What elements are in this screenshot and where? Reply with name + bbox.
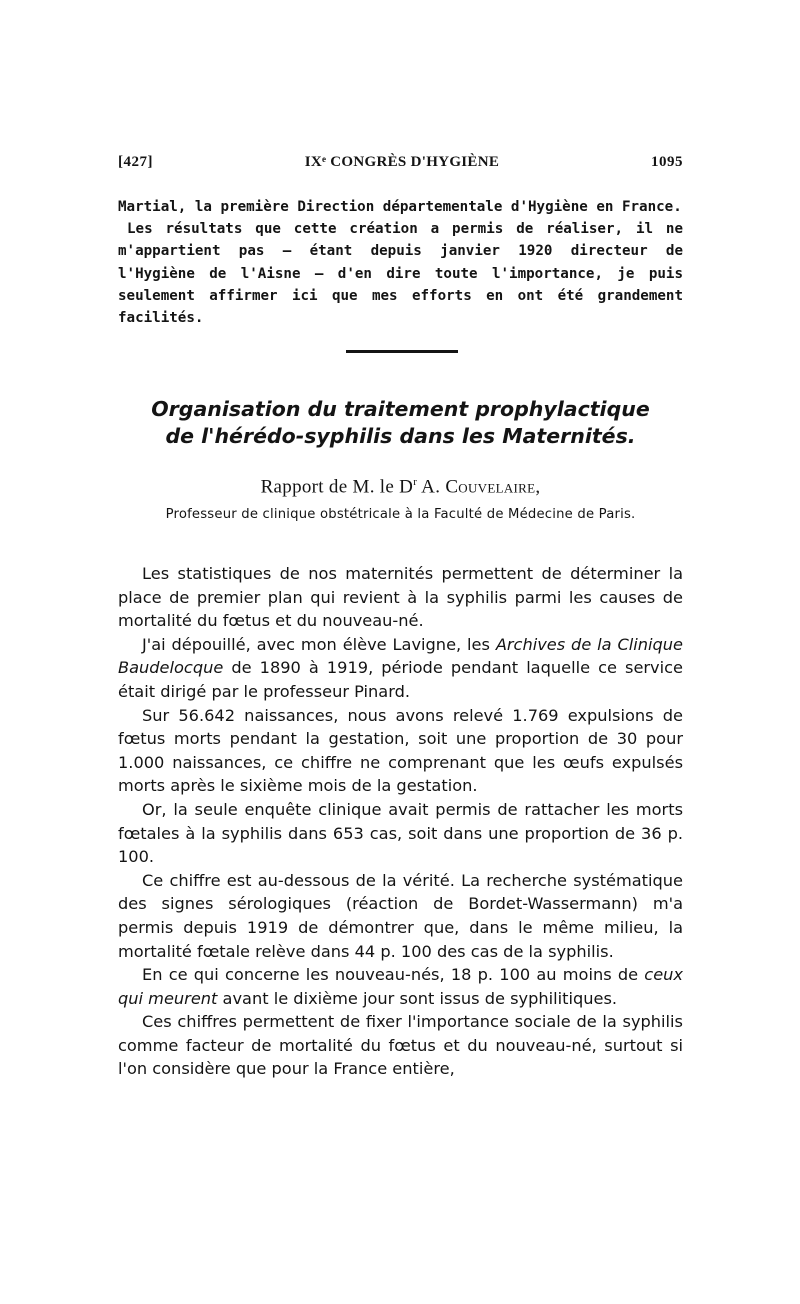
intro-paragraph: Les résultats que cette création a permis de réaliser, il ne m'appartient pas — étant depuis janvier 1920 directeur de l'Hygiène de l'Aisne — d'en dire toute l'importance, je puis seulement affirmer ici que mes efforts en ont été grandement facilités. — [118, 221, 683, 327]
paragraph-6 — [118, 963, 683, 1010]
paragraph-3: Sur 56.642 naissances, nous avons relevé 1.769 expulsions de fœtus morts pendant la gestation, soit une proportion de 30 pour 1.000 naissances, ce chiffre ne comprenant que les œufs expulsés morts après le sixième mois de la gestation. — [118, 705, 683, 796]
report-byline — [118, 476, 683, 498]
section-title-line-2: de l'hérédo-syphilis dans les Maternités. — [165, 424, 636, 448]
paragraph-5: Ce chiffre est au-dessous de la vérité. La recherche systématique des signes sérologiques (réaction de Bordet-Wassermann) m'a permis depuis 1919 de démontrer que, dans le même milieu, la mortalité fœtale relève dans 44 p. 100 des cas de la syphilis. — [118, 870, 683, 961]
page-reference: [427] — [118, 154, 153, 170]
paragraph-6-text-start: En ce qui concerne les nouveau-nés, 18 p. 100 au moins de — [142, 965, 645, 985]
author-name: Couvelaire, — [445, 476, 541, 498]
author-initial: A. — [421, 476, 441, 498]
report-title-superscript: r — [413, 476, 418, 488]
paragraph-2-text-start: J'ai dépouillé, avec mon élève Lavigne, les — [142, 634, 496, 654]
paragraph-6-emphasis: ceux qui meurent — [118, 965, 683, 1008]
paragraph-7: Ces chiffres permettent de fixer l'importance sociale de la syphilis comme facteur de mortalité du fœtus et du nouveau-né, surtout si l'on considère que pour la France entière, — [118, 1012, 683, 1079]
intro-line: Martial, la première Direction départementale d'Hygiène en France. — [118, 199, 682, 215]
paragraph-2 — [118, 633, 683, 704]
report-prefix: Rapport de M. le D — [260, 476, 414, 498]
report-body — [118, 562, 683, 1081]
paragraph-1: Les statistiques de nos maternités permettent de déterminer la place de premier plan qui revient à la syphilis parmi les causes de mortalité du fœtus et du nouveau-né. — [118, 564, 683, 631]
section-title-line-1: Organisation du traitement prophylactique — [151, 397, 650, 421]
paragraph-6-text-end: avant le dixième jour sont issus de syphilitiques. — [217, 988, 618, 1008]
section-divider — [346, 350, 458, 353]
section-title — [118, 396, 683, 450]
running-title: IXᵉ CONGRÈS D'HYGIÈNE — [304, 154, 500, 170]
paragraph-2-text-end: de 1890 à 1919, période pendant laquelle ce service était dirigé par le professeur Pinard. — [118, 658, 683, 701]
author-affiliation: Professeur de clinique obstétricale à la Faculté de Médecine de Paris. — [165, 507, 636, 522]
running-header — [118, 154, 683, 171]
archives-title: Archives de la Clinique Baudelocque — [118, 634, 683, 678]
intro-paragraphs — [118, 196, 683, 329]
page-number: 1095 — [650, 154, 683, 170]
paragraph-4: Or, la seule enquête clinique avait permis de rattacher les morts fœtales à la syphilis dans 653 cas, soit dans une proportion de 36 p. 100. — [118, 799, 683, 867]
